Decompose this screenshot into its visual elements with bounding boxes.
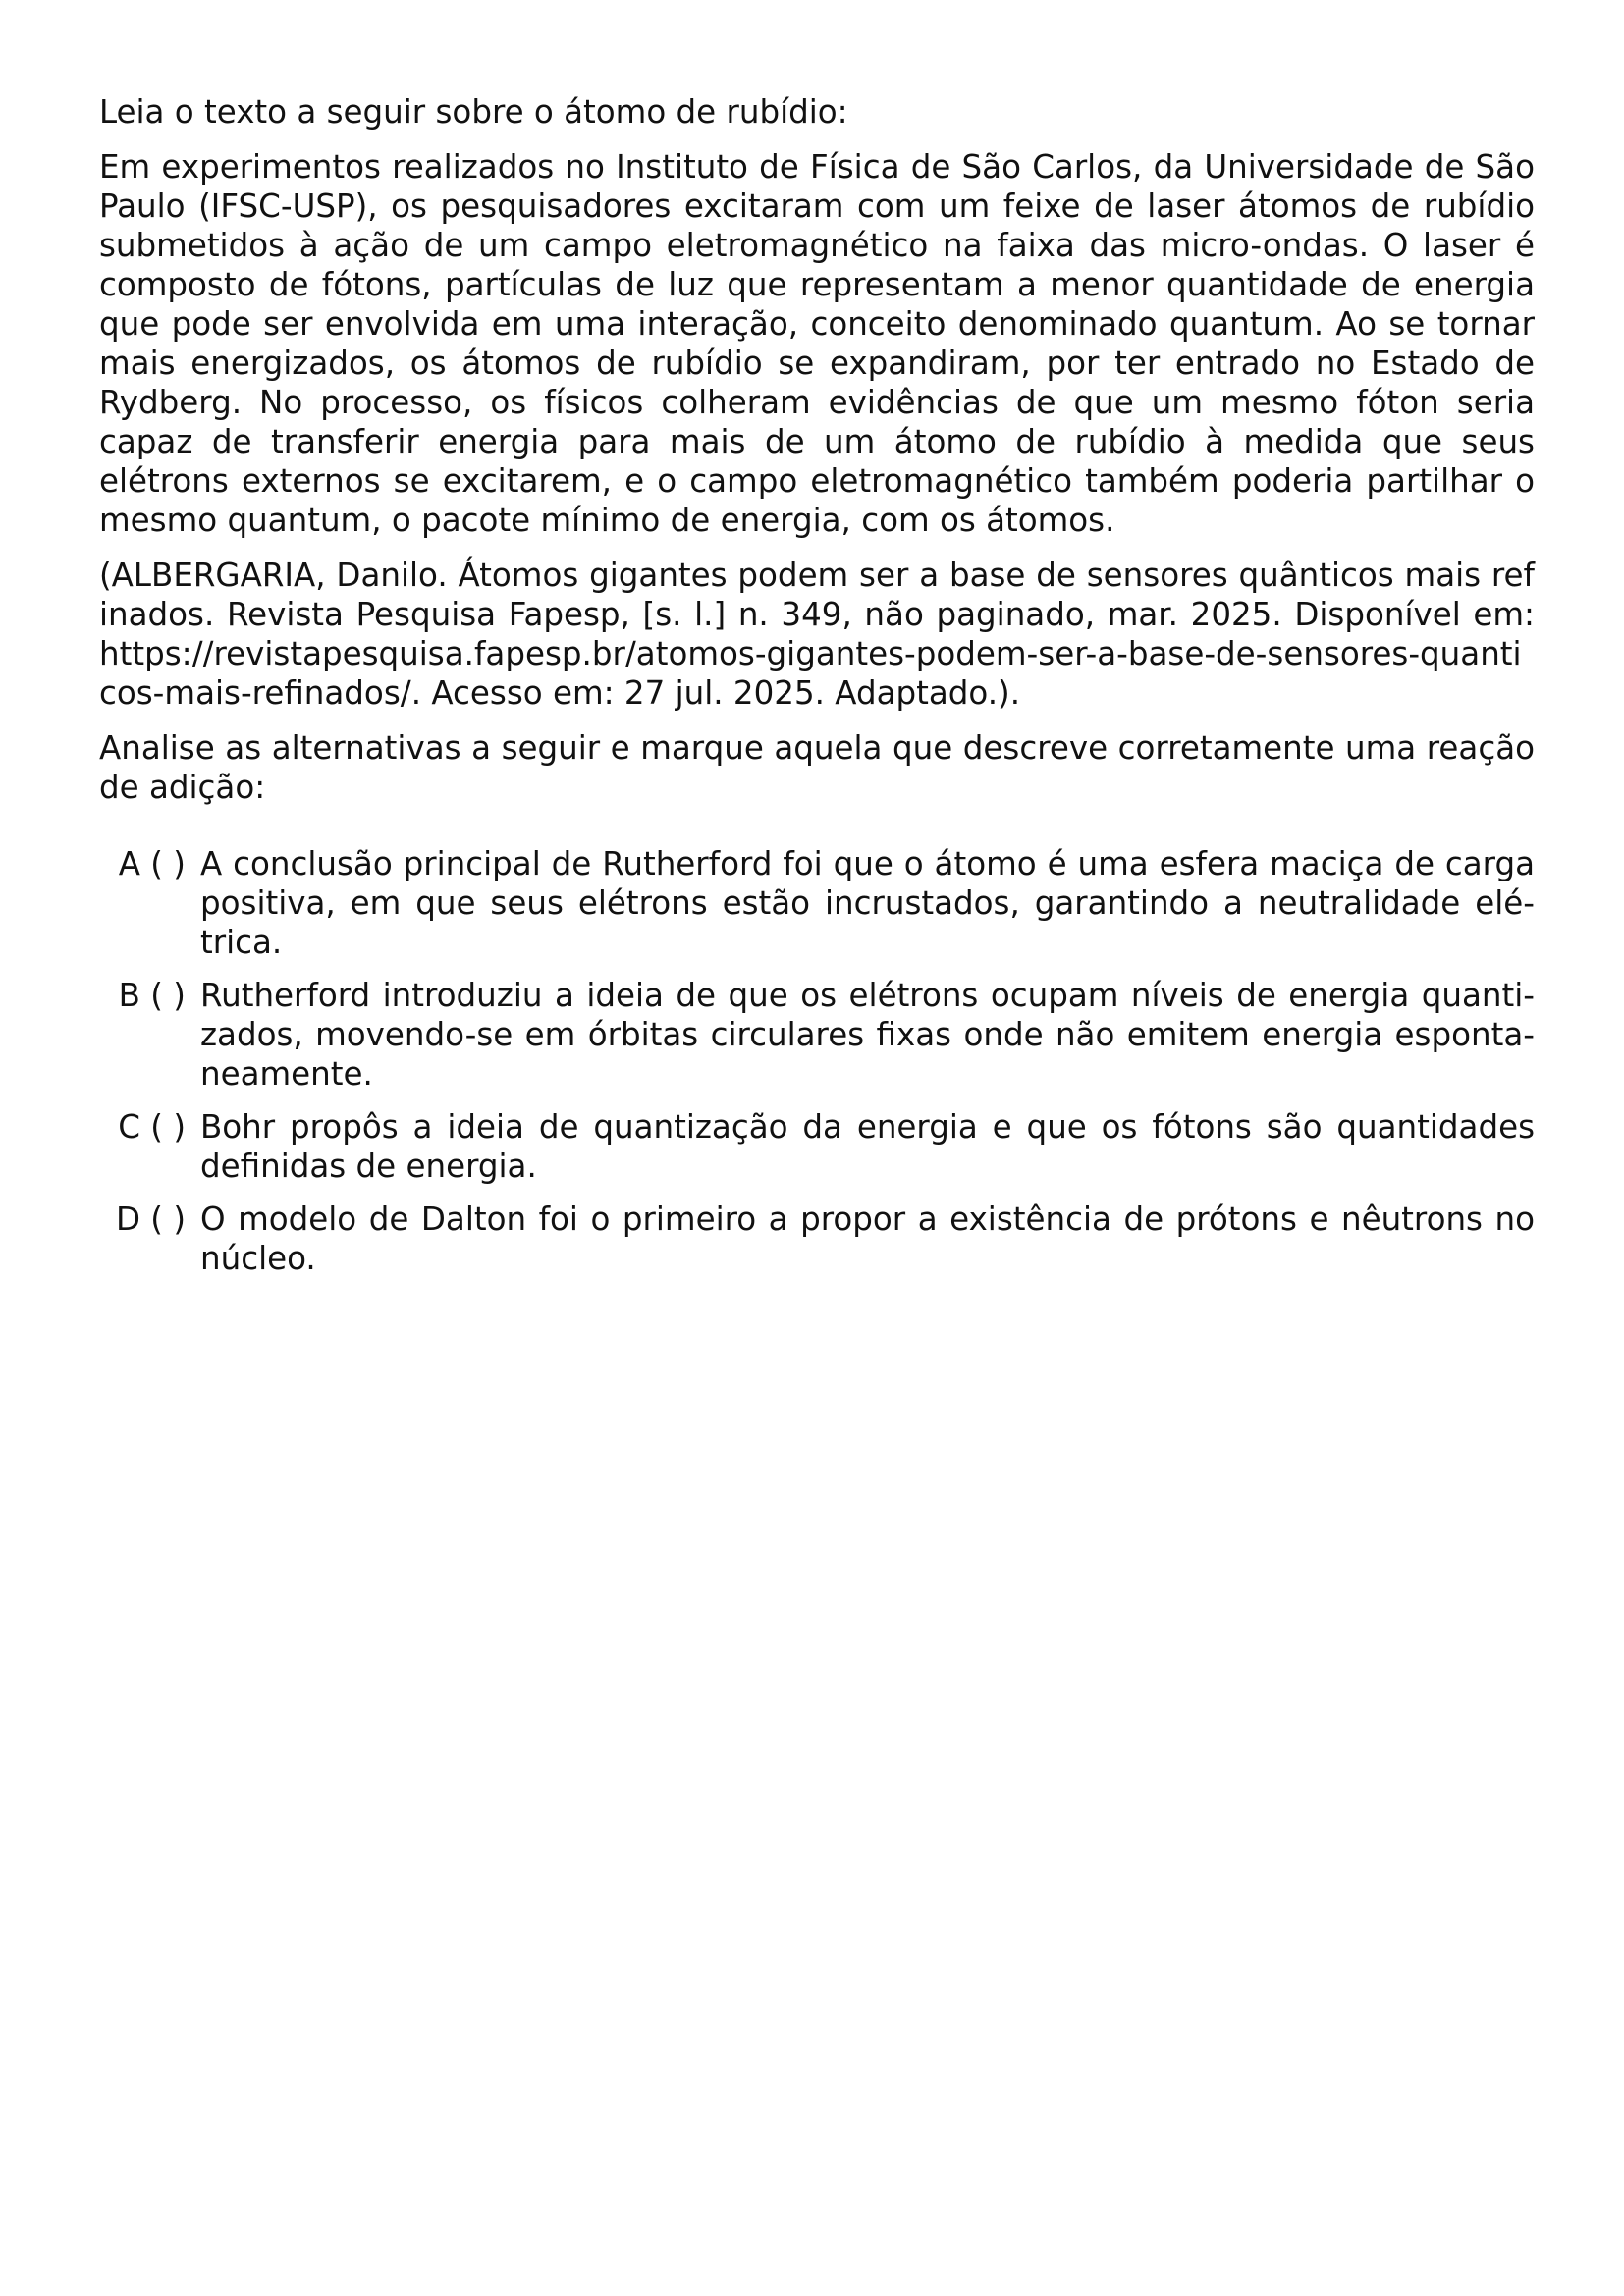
- option-b-marker[interactable]: B ( ): [118, 977, 186, 1014]
- option-d-marker[interactable]: D ( ): [115, 1201, 186, 1238]
- passage-text: Em experimentos realizados no Instituto de Física de São Carlos, da Universidade de São Paulo (IFSC-USP), os pesquisadores excitaram com um feixe de laser átomos de rubídio submetidos à ação de um campo eletromagnético na faixa das micro-ondas. O laser é composto de fótons, partículas de luz que representam a menor quantidade de energia que pode ser envolvida em uma interação, conceito denominado quantum. Ao se tornar mais energizados, os átomos de rubídio se expandiram, por ter entrado no Estado de Rydberg. No processo, os físicos colheram evidências de que um mesmo fóton seria capaz de transferir energia para mais de um átomo de rubídio à medida que seus elétrons externos se excitarem, e o campo eletromagnético também poderia partilhar o mesmo quantum, o pacote mínimo de energia, com os átomos.: [99, 148, 1535, 539]
- option-b[interactable]: [99, 976, 1535, 1094]
- option-d-text: O modelo de Dalton foi o primeiro a propor a existência de prótons e nêutrons no núcleo.: [200, 1201, 1535, 1277]
- citation-text: (ALBERGARIA, Danilo. Átomos gigantes podem ser a base de sensores quânticos mais refinados. Revista Pesquisa Fapesp, [s. l.] n. 349, não paginado, mar. 2025. Disponível em: https://revistapesquisa.fapesp.br/atomos-gigantes-podem-ser-a-base-de-sensores-quanticos-mais-refinados/. Acesso em: 27 jul. 2025. Adaptado.).: [99, 557, 1535, 712]
- option-a-text: A conclusão principal de Rutherford foi que o átomo é uma esfera maciça de carga positiva, em que seus elétrons estão incrustados, garantindo a neutralidade elétrica.: [200, 845, 1535, 961]
- option-b-text: Rutherford introduziu a ideia de que os elétrons ocupam níveis de energia quantizados, movendo-se em órbitas circulares fixas onde não emitem energia espontaneamente.: [200, 977, 1535, 1093]
- option-a-marker[interactable]: A ( ): [118, 845, 186, 882]
- answer-options: [99, 844, 1535, 1278]
- question-prompt: Analise as alternativas a seguir e marque aquela que descreve corretamente uma reação de adição:: [99, 729, 1535, 806]
- intro-text: Leia o texto a seguir sobre o átomo de rubídio:: [99, 93, 848, 131]
- option-c-marker[interactable]: C ( ): [118, 1108, 186, 1146]
- question-document: [99, 92, 1535, 1292]
- option-d[interactable]: [99, 1200, 1535, 1278]
- option-c-text: Bohr propôs a ideia de quantização da energia e que os fótons são quantidades definidas de energia.: [200, 1108, 1535, 1185]
- option-c[interactable]: [99, 1107, 1535, 1186]
- option-a[interactable]: [99, 844, 1535, 962]
